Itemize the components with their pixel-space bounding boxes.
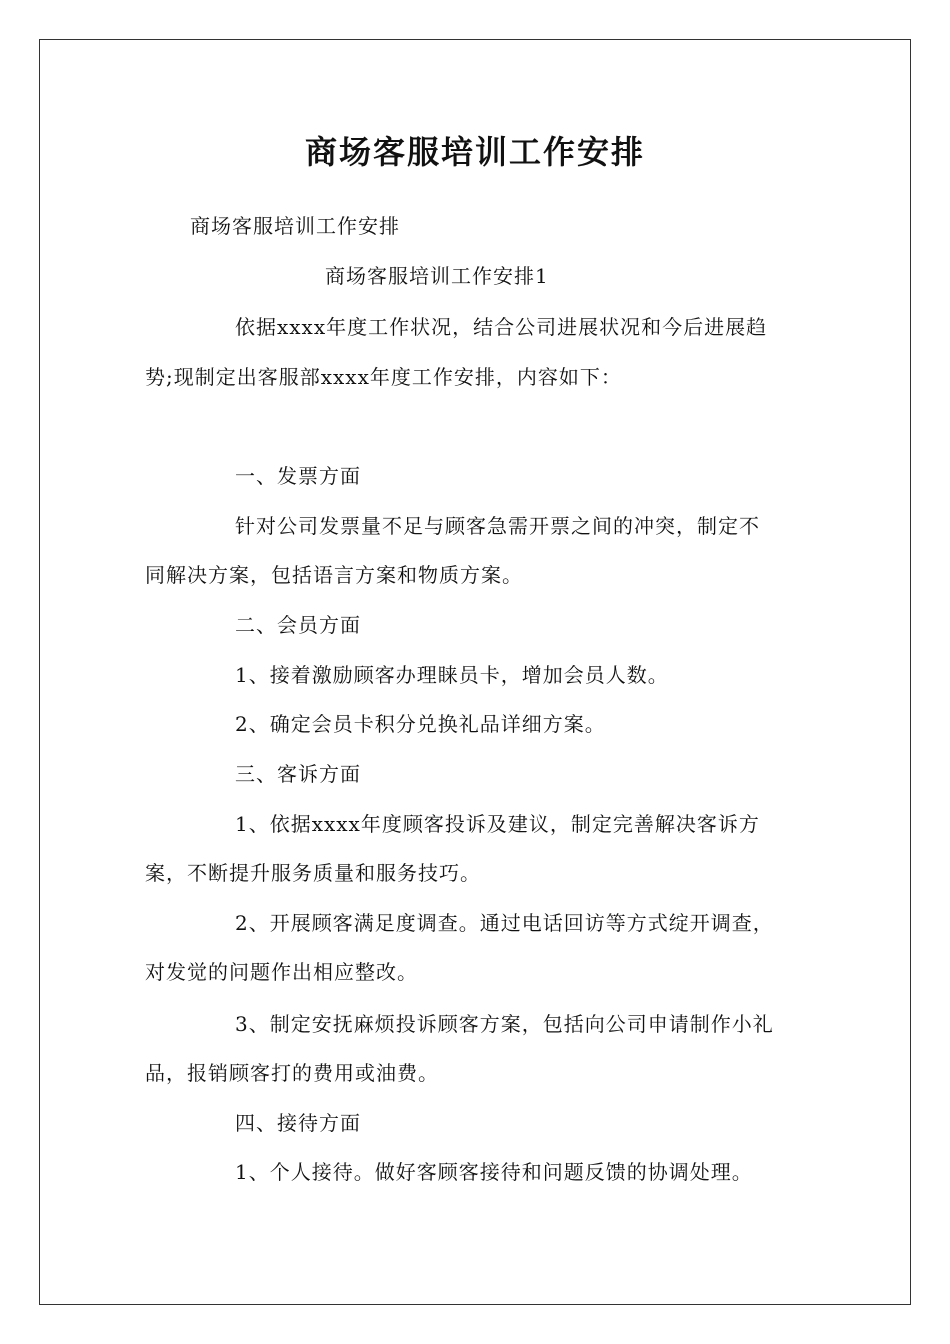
paragraph-line: 品，报销顾客打的费用或油费。 bbox=[145, 1061, 439, 1085]
paragraph-line: 依据xxxx年度工作状况，结合公司进展状况和今后进展趋 bbox=[235, 315, 768, 339]
paragraph-line: 势;现制定出客服部xxxx年度工作安排，内容如下： bbox=[145, 365, 622, 389]
section-heading: 一、发票方面 bbox=[235, 464, 361, 488]
paragraph-line: 同解决方案，包括语言方案和物质方案。 bbox=[145, 563, 523, 587]
paragraph-line: 案，不断提升服务质量和服务技巧。 bbox=[145, 861, 481, 885]
section-heading: 商场客服培训工作安排1 bbox=[325, 264, 549, 288]
paragraph-line: 针对公司发票量不足与顾客急需开票之间的冲突，制定不 bbox=[235, 514, 760, 538]
section-heading: 四、接待方面 bbox=[235, 1111, 361, 1135]
section-heading: 三、客诉方面 bbox=[235, 762, 361, 786]
list-item: 3、制定安抚麻烦投诉顾客方案，包括向公司申请制作小礼 bbox=[235, 1012, 774, 1036]
list-item: 1、接着激励顾客办理睐员卡，增加会员人数。 bbox=[235, 663, 669, 687]
section-heading: 二、会员方面 bbox=[235, 613, 361, 637]
document-title: 商场客服培训工作安排 bbox=[304, 133, 645, 171]
list-item: 2、确定会员卡积分兑换礼品详细方案。 bbox=[235, 712, 606, 736]
list-item: 1、个人接待。做好客顾客接待和问题反馈的协调处理。 bbox=[235, 1160, 753, 1184]
subtitle-line: 商场客服培训工作安排 bbox=[190, 214, 400, 238]
paragraph-line: 对发觉的问题作出相应整改。 bbox=[145, 960, 418, 984]
list-item: 1、依据xxxx年度顾客投诉及建议，制定完善解决客诉方 bbox=[235, 812, 760, 836]
list-item: 2、开展顾客满足度调查。通过电话回访等方式绽开调查， bbox=[235, 911, 774, 935]
